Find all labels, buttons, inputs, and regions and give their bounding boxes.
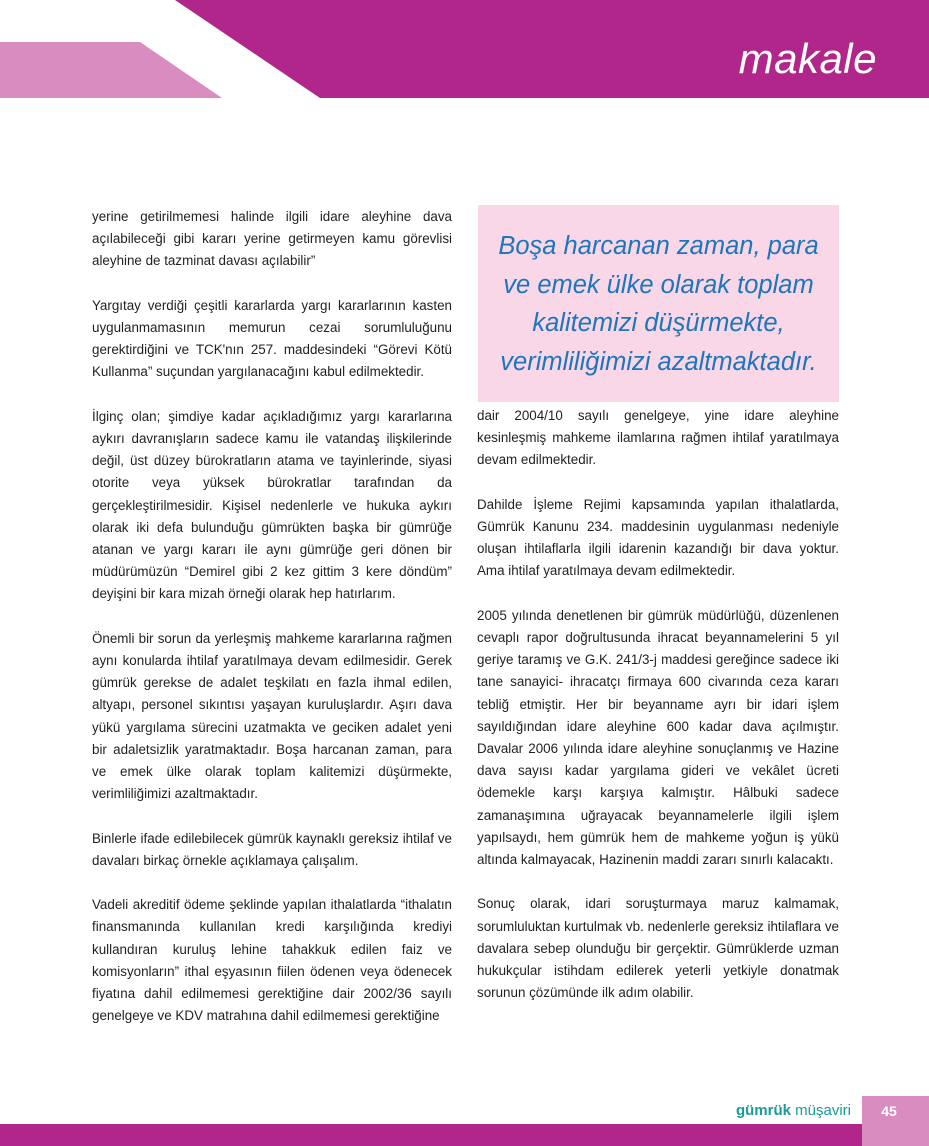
paragraph: yerine getirilmemesi halinde ilgili idare aleyhine dava açılabileceği gibi kararı yerine getirmeyen kamu görevlisi aleyhine de tazminat davası açılabilir” (92, 209, 452, 269)
paragraph: İlginç olan; şimdiye kadar açıkladığımız yargı kararlarına aykırı davranışların sadece kamu ile vatandaş ilişkilerinde değil, üst düzey bürokratların atama ve tayinlerinde, siyasi otorite veya yüksek bürokratlar tarafından da gerçekleştirilmesidir. Kişisel nedenlerle ve hukuka aykırı olarak iki defa bulunduğu gümrükten başka bir gümrüğe atanan ve yargı kararı ile aynı gümrüğe geri dönen bir müdürümüzün “Demirel gibi 2 kez gittim 3 kere döndüm” deyişini bir kara mizah örneği olarak hep hatırlarım. (92, 408, 452, 602)
paragraph: dair 2004/10 sayılı genelgeye, yine idare aleyhine kesinleşmiş mahkeme ilamlarına rağmen ihtilaf yaratılmaya devam edilmektedir. (477, 408, 839, 468)
paragraph: Yargıtay verdiği çeşitli kararlarda yargı kararlarının kasten uygulanmamasının memurun cezai sorumluluğunu gerektirdiğini ve TCK'nın 257. maddesindeki “Görevi Kötü Kullanma” suçundan yargılanacağını kabul edilmektedir. (92, 297, 452, 380)
section-title: makale (738, 35, 877, 82)
paragraph: 2005 yılında denetlenen bir gümrük müdürlüğü, düzenlenen cevaplı rapor doğrultusunda ihracat beyannamelerini 5 yıl geriye taramış ve G.K. 241/3-j maddesi gereğince sadece iki tane sanayici- ihracatçı firmaya 600 civarında ceza kararı tebliğ etmiştir. Her bir beyanname ayrı bir idari işlem sayıldığından idare aleyhine 600 kadar dava açılmıştır. Davalar 2006 yılında idare aleyhine sonuçlanmış ve Hazine dava sayısı kadar yargılama gideri ve vekâlet ücreti ödemekle karşı karşıya kalmıştır. Hâlbuki sadece zamanaşımına uğrayacak beyannamelerle ilgili işlem yapılsaydı, hem gümrük hem de mahkeme yoğun iş yükü altında kalmayacak, Hazinenin maddi zararı sınırlı kalacaktı. (477, 607, 839, 868)
brand-name-light: müşaviri (795, 1102, 851, 1119)
paragraph: Dahilde İşleme Rejimi kapsamında yapılan ithalatlarda, Gümrük Kanunu 234. maddesinin uygulanması nedeniyle oluşan ihtilaflarla ilgili idarenin kazandığı bir dava yoktur. Ama ihtilaf yaratılmaya devam edilmektedir. (477, 496, 839, 579)
paragraph: Vadeli akreditif ödeme şeklinde yapılan ithalatlarda “ithalatın finansmanında kullanılan kredi karşılığında krediyi kullandıran kuruluş lehine tahakkuk edilen faiz ve komisyonların” ithal eşyasının fiilen ödenen veya ödenecek fiyatına dahil edilmemesi gerektiğine dair 2002/36 sayılı genelgeye ve KDV matrahına dahil edilmemesi gerektiğine (92, 897, 452, 1024)
pull-quote-line: kalitemizi düşürmekte, (532, 309, 785, 337)
left-column (92, 206, 452, 1050)
page-number: 45 (881, 1103, 897, 1119)
paragraph: Binlerle ifade edilebilecek gümrük kaynaklı gereksiz ihtilaf ve davaları birkaç örnekle açıklamaya çalışalım. (92, 830, 452, 868)
pull-quote (478, 205, 839, 402)
publication-brand (736, 1102, 851, 1120)
paragraph: Sonuç olarak, idari soruşturmaya maruz kalmamak, sorumluluktan kurtulmak vb. nedenlerle gereksiz ihtilaflara ve davalara sebep olunduğu bir gerçektir. Gümrüklerde uzman hukukçular istihdam edilerek yeterli yetkiyle donatmak sorunun çözümünde ilk adım olabilir. (477, 896, 839, 1001)
right-column (477, 405, 839, 1027)
pull-quote-line: verimliliğimizi azaltmaktadır. (500, 347, 817, 376)
pull-quote-line: ve emek ülke olarak toplam (503, 270, 814, 299)
pull-quote-line: Boşa harcanan zaman, para (498, 232, 819, 260)
paragraph: Önemli bir sorun da yerleşmiş mahkeme kararlarına rağmen aynı konularda ihtilaf yaratılmaya devam edilmesidir. Gerek gümrük gerekse de adalet teşkilatı en fazla ihmal edilen, altyapı, personel sıkıntısı yaşayan kuruluşlardır. Aşırı dava yükü yargılama sürecini uzatmakta ve geciken adalet yeni bir adaletsizlik yaratmaktadır. Boşa harcanan zaman, para ve emek ülke olarak toplam kalitemizi düşürmekte, verimliliğimizi azaltmaktadır. (92, 630, 452, 802)
brand-name-bold: gümrük (735, 1102, 791, 1119)
